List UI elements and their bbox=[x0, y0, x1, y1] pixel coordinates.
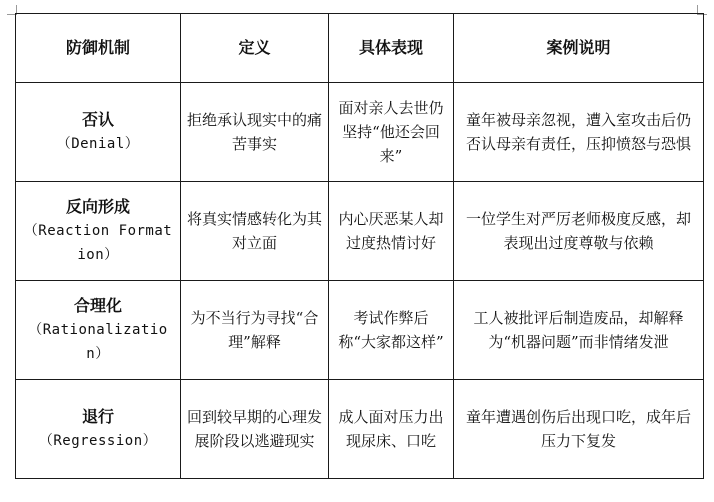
table-row-rationalization bbox=[16, 281, 704, 380]
definition-cell: 为不当行为寻找“合理”解释 bbox=[181, 281, 329, 380]
mechanism-name-en: （Denial） bbox=[56, 136, 140, 152]
case-cell: 童年被母亲忽视，遭入室攻击后仍否认母亲有责任，压抑愤怒与恐惧 bbox=[454, 83, 704, 182]
mechanism-name-en: （Reaction Formation） bbox=[23, 223, 173, 263]
mechanism-name-en: （Rationalization） bbox=[28, 322, 168, 362]
mechanism-name-zh: 退行 bbox=[81, 407, 114, 426]
header-mechanism: 防御机制 bbox=[16, 14, 181, 83]
definition-cell: 回到较早期的心理发展阶段以逃避现实 bbox=[181, 380, 329, 479]
table-row-denial bbox=[16, 83, 704, 182]
table-row-regression bbox=[16, 380, 704, 479]
manifestation-cell: 考试作弊后称“大家都这样” bbox=[329, 281, 454, 380]
manifestation-cell: 面对亲人去世仍坚持“他还会回来” bbox=[329, 83, 454, 182]
defense-mechanism-table bbox=[15, 13, 704, 479]
mechanism-cell bbox=[16, 380, 181, 479]
manifestation-cell: 内心厌恶某人却过度热情讨好 bbox=[329, 182, 454, 281]
manifestation-cell: 成人面对压力出现尿床、口吃 bbox=[329, 380, 454, 479]
mechanism-cell bbox=[16, 281, 181, 380]
mechanism-name-zh: 合理化 bbox=[73, 296, 122, 315]
case-cell: 一位学生对严厉老师极度反感，却表现出过度尊敬与依赖 bbox=[454, 182, 704, 281]
header-case: 案例说明 bbox=[454, 14, 704, 83]
mechanism-name-zh: 否认 bbox=[81, 110, 114, 129]
header-manifestation: 具体表现 bbox=[329, 14, 454, 83]
definition-cell: 拒绝承认现实中的痛苦事实 bbox=[181, 83, 329, 182]
mechanism-name-en: （Regression） bbox=[38, 433, 158, 449]
table-row-reaction-formation bbox=[16, 182, 704, 281]
mechanism-name-zh: 反向形成 bbox=[65, 197, 130, 216]
mechanism-cell bbox=[16, 182, 181, 281]
header-definition: 定义 bbox=[181, 14, 329, 83]
mechanism-cell bbox=[16, 83, 181, 182]
case-cell: 工人被批评后制造废品，却解释为“机器问题”而非情绪发泄 bbox=[454, 281, 704, 380]
header-row bbox=[16, 14, 704, 83]
definition-cell: 将真实情感转化为其对立面 bbox=[181, 182, 329, 281]
case-cell: 童年遭遇创伤后出现口吃，成年后压力下复发 bbox=[454, 380, 704, 479]
